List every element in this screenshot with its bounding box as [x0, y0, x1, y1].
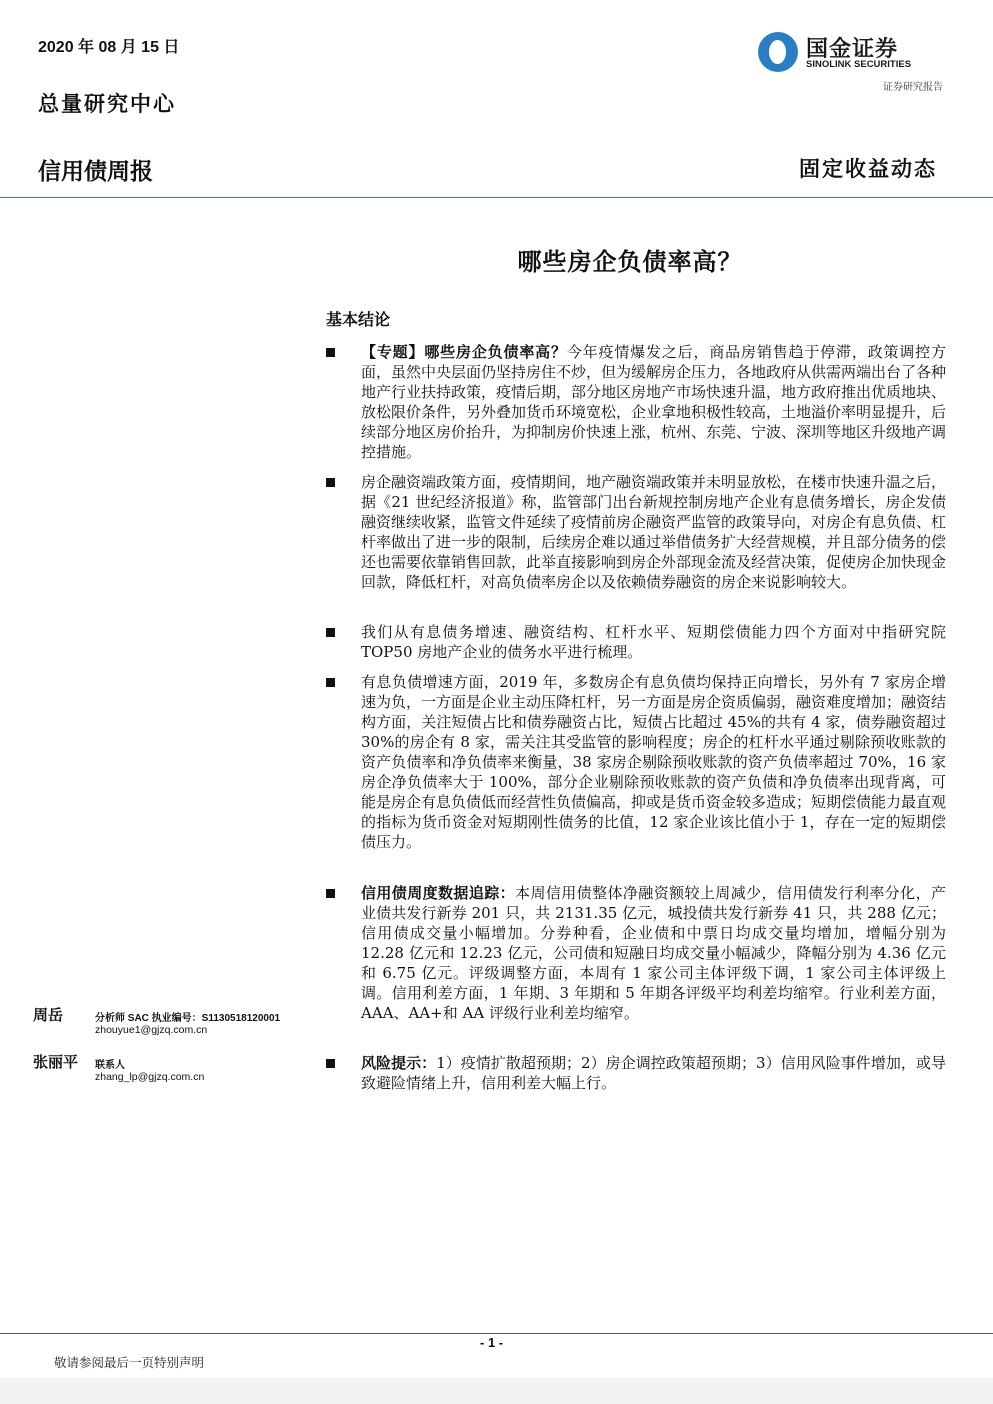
analyst-name: 周岳: [33, 1006, 64, 1024]
bullet-item: [326, 342, 946, 462]
bullet-lead: 信用债周度数据追踪：: [361, 884, 516, 902]
contact-role: 联系人: [95, 1060, 125, 1071]
header-divider: [0, 197, 993, 198]
logo-mark-icon: [758, 32, 798, 72]
bullet-item: [326, 672, 946, 852]
bullet-square-icon: [326, 889, 335, 898]
bullet-item: [326, 883, 946, 1023]
bullet-text: 我们从有息债务增速、融资结构、杠杆水平、短期偿债能力四个方面对中指研究院 TOP50 房地产企业的债务水平进行梳理。: [361, 623, 946, 661]
research-center-name: 总量研究中心: [38, 91, 176, 116]
bullet-square-icon: [326, 1059, 335, 1068]
bullet-item: [326, 472, 946, 592]
bullet-item: [326, 622, 946, 662]
analyst-role: 分析师 SAC 执业编号：S1130518120001: [95, 1013, 281, 1024]
footer-divider: [0, 1333, 993, 1334]
bullet-text: 有息负债增速方面，2019 年，多数房企有息负债均保持正向增长，另外有 7 家房企增速为负，一方面是企业主动压降杠杆，另一方面是房企资质偏弱，融资难度增加；融资结构方面，关注短债占比和债券融资占比，短债占比超过 45%的共有 4 家，债券融资超过 30%的房企有 8 家，需关注其受监管的影响程度；房企的杠杆水平通过剔除预收账款的资产负债率和净负债率来衡量，38 家房企剔除预收账款的资产负债率超过 70%，16 家房企净负债率大于 100%，部分企业剔除预收账款的资产负债和净负债率出现背离，可能是房企有息负债低而经营性负债偏高，抑或是货币资金较多造成；短期偿债能力最直观的指标为货币资金对短期刚性债务的比值，12 家企业该比值小于 1，存在一定的短期偿债压力。: [361, 673, 947, 851]
report-title: 哪些房企负债率高？: [517, 247, 743, 276]
section-heading: 基本结论: [326, 310, 391, 329]
bullet-square-icon: [326, 628, 335, 637]
company-name-cn: 国金证券: [806, 36, 899, 61]
bottom-band: [0, 1378, 993, 1404]
page-number: - 1 -: [480, 1335, 504, 1350]
bullet-text: 1）疫情扩散超预期；2）房企调控政策超预期；3）信用风险事件增加，或导致避险情绪上升，信用利差大幅上行。: [361, 1054, 946, 1092]
bullet-item: [326, 1053, 946, 1093]
report-date: 2020 年 08 月 15 日: [38, 39, 180, 56]
contact-email[interactable]: zhang_lp@gjzq.com.cn: [95, 1071, 205, 1083]
report-type: 证券研究报告: [883, 82, 943, 93]
bullet-lead: 【专题】哪些房企负债率高？: [361, 343, 567, 361]
disclaimer-note: 敬请参阅最后一页特别声明: [54, 1355, 205, 1370]
bullet-text: 本周信用债整体净融资额较上周减少，信用债发行利率分化，产业债共发行新券 201 只，共 2131.35 亿元，城投债共发行新券 41 只，共 288 亿元；信用债成交量小幅增加。分券种看，企业债和中票日均成交量均增加，增幅分别为 12.28 亿元和 12.23 亿元，公司债和短融日均成交量小幅减少，降幅分别为 4.36 亿元和 6.75 亿元。评级调整方面，本周有 1 家公司主体评级下调，1 家公司主体评级上调。信用利差方面，1 年期、3 年期和 5 年期各评级平均利差均缩窄。行业利差方面，AAA、AA+和 AA 评级行业利差均缩窄。: [361, 884, 946, 1022]
bullet-square-icon: [326, 478, 335, 487]
bullet-square-icon: [326, 678, 335, 687]
report-series: 固定收益动态: [799, 156, 937, 181]
bullet-text: 房企融资端政策方面，疫情期间，地产融资端政策并未明显放松，在楼市快速升温之后，据《21 世纪经济报道》称，监管部门出台新规控制房地产企业有息债务增长，房企发债融资继续收紧，监管文件延续了疫情前房企融资严监管的政策导向，对房企有息负债、杠杆率做出了进一步的限制，后续房企难以通过举借债务扩大经营规模，并且部分债务的偿还也需要依靠销售回款，此举直接影响到房企外部现金流及经营决策，促使房企加快现金回款，降低杠杆，对高负债率房企以及依赖债券融资的房企来说影响较大。: [361, 473, 947, 591]
bullet-text: 今年疫情爆发之后，商品房销售趋于停滞，政策调控方面，虽然中央层面仍坚持房住不炒，但为缓解房企压力，各地政府从供需两端出台了各种地产行业扶持政策，疫情后期，部分地区房地产市场快速升温，地方政府推出优质地块、放松限价条件，另外叠加货币环境宽松，企业拿地积极性较高，土地溢价率明显提升，后续部分地区房价抬升，为抑制房价快速上涨，杭州、东莞、宁波、深圳等地区升级地产调控措施。: [361, 343, 947, 461]
contact-name: 张丽平: [33, 1053, 79, 1071]
bullet-lead: 风险提示：: [361, 1054, 437, 1072]
bullet-square-icon: [326, 348, 335, 357]
company-name-en: SINOLINK SECURITIES: [806, 59, 912, 70]
report-name: 信用债周报: [38, 158, 153, 184]
company-logo: [758, 32, 948, 72]
analyst-email[interactable]: zhouyue1@gjzq.com.cn: [95, 1024, 208, 1036]
